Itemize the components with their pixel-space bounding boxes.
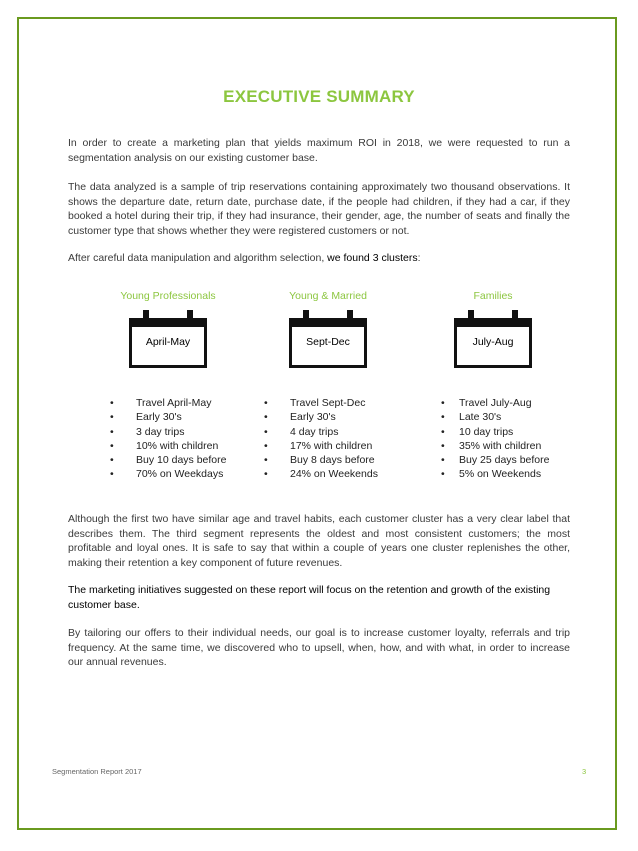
list-item: • 70% on Weekdays: [110, 467, 226, 481]
calendar-period-label: July-Aug: [472, 336, 514, 348]
page-number: 3: [582, 767, 587, 776]
method-highlight: we found 3 clusters: [327, 252, 418, 264]
list-item: • Buy 8 days before: [264, 453, 378, 467]
list-item: • 10% with children: [110, 439, 226, 453]
cluster-2-bullet-list: [264, 396, 378, 482]
list-item: • Travel April-May: [110, 396, 226, 410]
list-item: • 5% on Weekends: [441, 467, 549, 481]
calendar-icon: [454, 310, 532, 368]
list-item: • 17% with children: [264, 439, 378, 453]
list-item: • 3 day trips: [110, 425, 226, 439]
list-item: • Early 30's: [110, 410, 226, 424]
footer-report-name: Segmentation Report 2017: [52, 767, 142, 776]
calendar-icon: [289, 310, 367, 368]
cluster-families: [418, 290, 568, 368]
list-item: • 10 day trips: [441, 425, 549, 439]
method-suffix: :: [417, 252, 421, 264]
list-item: • Late 30's: [441, 410, 549, 424]
calendar-icon: [129, 310, 207, 368]
list-item: • 4 day trips: [264, 425, 378, 439]
method-prefix: After careful data manipulation and algorithm selection,: [68, 252, 328, 264]
intro-paragraph: In order to create a marketing plan that yields maximum ROI in 2018, we were requested to run a segmentation analysis on our existing customer base.: [68, 137, 570, 164]
cluster-young-professionals: [93, 290, 243, 368]
cluster-name: Families: [473, 290, 513, 302]
cluster-young-married: [253, 290, 403, 368]
method-paragraph: [68, 251, 570, 266]
focus-paragraph: The marketing initiatives suggested on these report will focus on the retention and growth of the existing customer base.: [68, 584, 551, 611]
cluster-name: Young & Married: [289, 290, 367, 302]
list-item: • Buy 25 days before: [441, 453, 549, 467]
calendar-period-label: Sept-Dec: [306, 336, 350, 348]
page-title: EXECUTIVE SUMMARY: [223, 87, 415, 106]
list-item: • Early 30's: [264, 410, 378, 424]
cluster-3-bullet-list: [441, 396, 549, 482]
list-item: • 35% with children: [441, 439, 549, 453]
analysis-paragraph: Although the first two have similar age and travel habits, each customer cluster has a very clear label that describes them. The third segment represents the oldest and most consistent customers; the most profitable and loyal ones. It is safe to say that within a couple of years one cluster replenishes the other, making their retention a key component of future revenues.: [68, 513, 570, 569]
cluster-name: Young Professionals: [120, 290, 216, 302]
cluster-1-bullet-list: [110, 396, 226, 482]
data-description-paragraph: The data analyzed is a sample of trip reservations containing approximately two thousand observations. It shows the departure date, return date, purchase date, if the people had children, if they had a car, if they booked a hotel during their trip, if they had insurance, their gender, age, the number of seats and finally the customer type that shows whether they were registered customers or not.: [68, 181, 570, 237]
calendar-period-label: April-May: [145, 336, 191, 348]
list-item: • Travel July-Aug: [441, 396, 549, 410]
closing-paragraph: By tailoring our offers to their individual needs, our goal is to increase customer loyalty, referrals and trip frequency. At the same time, we discovered who to upsell, when, how, and with what, in order to increase our annual revenues.: [68, 627, 570, 669]
list-item: • Buy 10 days before: [110, 453, 226, 467]
list-item: • 24% on Weekends: [264, 467, 378, 481]
list-item: • Travel Sept-Dec: [264, 396, 378, 410]
